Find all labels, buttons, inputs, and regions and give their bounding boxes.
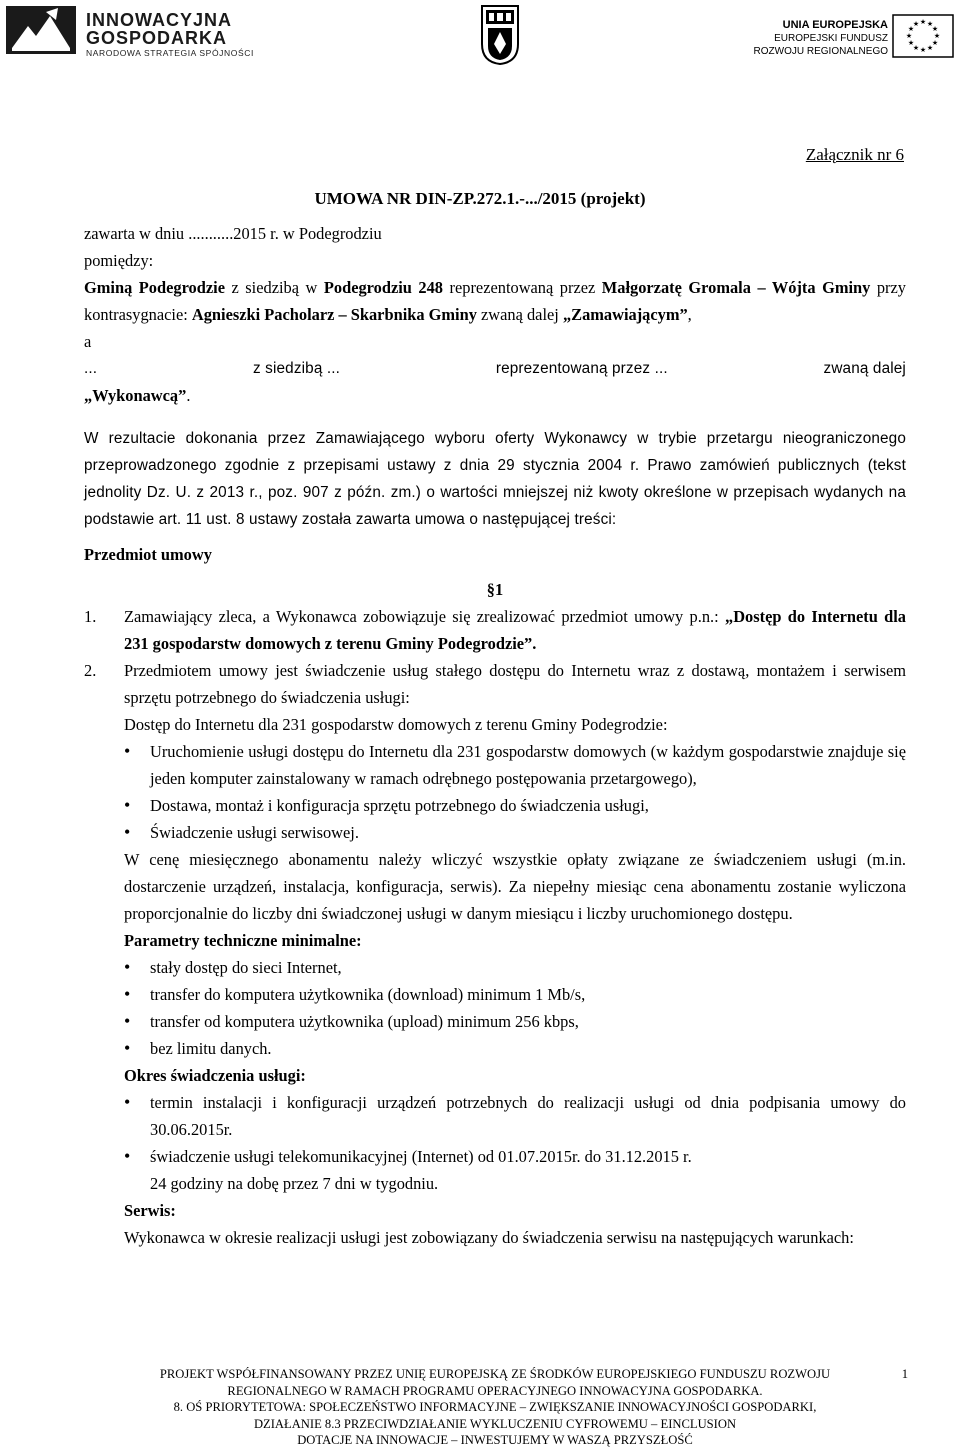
service-text: Wykonawca w okresie realizacji usługi jest zobowiązany do świadczenia serwisu na następujących warunkach:	[124, 1228, 854, 1247]
party2-dots: ...	[84, 360, 98, 377]
gmina-crest-icon	[480, 4, 520, 66]
svg-text:★: ★	[919, 18, 927, 26]
footer-line4: DZIAŁANIE 8.3 PRZECIWDZIAŁANIE WYKLUCZENIU CYFROWEMU – EINCLUSION	[253, 1416, 737, 1431]
party1-text4: zwaną dalej	[476, 305, 563, 324]
item-1	[84, 603, 906, 657]
list-item: • bez limitu danych.	[124, 1035, 906, 1062]
party2-called: zwaną dalej	[823, 360, 906, 377]
svg-text:★: ★	[912, 44, 920, 52]
party1-name: Gminą Podegrodzie	[84, 278, 225, 297]
period-list	[124, 1089, 906, 1170]
party1-paragraph	[84, 274, 906, 328]
list-item: • transfer do komputera użytkownika (download) minimum 1 Mb/s,	[124, 981, 906, 1008]
item-1-number: 1.	[84, 607, 97, 626]
innowacyjna-gospodarka-icon	[6, 6, 76, 54]
logo-right-line3: ROZWOJU REGIONALNEGO	[753, 46, 888, 57]
contract-title: UMOWA NR DIN-ZP.272.1.-.../2015 (projekt)	[314, 189, 646, 208]
logo-left-line2: GOSPODARKA	[86, 28, 228, 48]
footer-line1: PROJEKT WSPÓŁFINANSOWANY PRZEZ UNIĘ EUROPEJSKĄ ZE ŚRODKÓW EUROPEJSKIEGO FUNDUSZU ROZWOJU	[159, 1367, 831, 1381]
party1-text1: z siedzibą w	[224, 278, 324, 297]
section-title: Przedmiot umowy	[84, 545, 212, 564]
params-list	[124, 954, 906, 1062]
between-line: pomiędzy:	[84, 251, 154, 270]
logo-right-line1: UNIA EUROPEJSKA	[782, 19, 888, 31]
party2-role-line	[84, 382, 906, 409]
list-item: • Uruchomienie usługi dostępu do Internetu dla 231 gospodarstw domowych (w każdym gospodarstwie znajduje się jeden komputer zainstalowany w ramach odrębnego postępowania przetargowego),	[124, 738, 906, 792]
party1-seat: Podegrodziu 248	[323, 278, 444, 297]
paragraph-sign: §1	[486, 580, 504, 599]
price-note: W cenę miesięcznego abonamentu należy wliczyć wszystkie opłaty związane ze świadczeniem usługi (m.in. dostarczenie urządzeń, instalacja, konfiguracja, serwis). Za niepełny miesiąc cena abonamentu zostanie wyliczona proporcjonalnie do liczby dni świadczonej usługi w danym miesiącu i liczby uruchomionego dostępu.	[124, 850, 906, 923]
footer-line3: 8. OŚ PRIORYTETOWA: SPOŁECZEŃSTWO INFORMACYJNE – ZWIĘKSZANIE INNOWACYJNOŚCI GOSPODARKI,	[173, 1400, 817, 1415]
list-item: • Dostawa, montaż i konfiguracja sprzętu potrzebnego do świadczenia usługi,	[124, 792, 906, 819]
party1-text3: przy kontrasygnacie:	[84, 278, 906, 324]
list-item: • stały dostęp do sieci Internet,	[124, 954, 906, 981]
svg-text:★: ★	[926, 44, 934, 52]
item-1-bold: „Dostęp do Internetu dla 231 gospodarstw domowych z terenu Gminy Podegrodzie”.	[124, 607, 906, 653]
page-footer	[84, 1366, 906, 1449]
scope-list	[124, 738, 906, 846]
item-1-text: Zamawiający zleca, a Wykonawca zobowiązuje się zrealizować przedmiot umowy p.n.:	[124, 607, 725, 626]
item-2-sub: Dostęp do Internetu dla 231 gospodarstw domowych z terenu Gminy Podegrodzie:	[124, 715, 668, 734]
and-line: a	[84, 332, 92, 351]
svg-text:★: ★	[919, 46, 927, 54]
svg-text:★: ★	[907, 39, 915, 47]
eu-logo	[728, 8, 956, 68]
concluded-line: zawarta w dniu ...........2015 r. w Podegrodziu	[84, 224, 382, 243]
party1-cosign: Agnieszki Pacholarz – Skarbnika Gminy	[191, 305, 477, 324]
party1-text5: ,	[687, 305, 692, 324]
list-item: • termin instalacji i konfiguracji urządzeń potrzebnych do realizacji usługi od dnia podpisania umowy do 30.06.2015r.	[124, 1089, 906, 1143]
params-title: Parametry techniczne minimalne:	[124, 931, 362, 950]
page-number: 1	[901, 1367, 908, 1381]
svg-text:★: ★	[912, 20, 920, 28]
item-2	[84, 657, 906, 711]
party1-representative: Małgorzatę Gromala – Wójta Gminy	[601, 278, 871, 297]
list-item: • świadczenie usługi telekomunikacyjnej (Internet) od 01.07.2015r. do 31.12.2015 r.	[124, 1143, 906, 1170]
party1-role: „Zamawiającym”	[562, 305, 688, 324]
logo-right-line2: EUROPEJSKI FUNDUSZ	[774, 33, 888, 44]
logo-left-line3: NARODOWA STRATEGIA SPÓJNOŚCI	[86, 48, 254, 58]
preamble: W rezultacie dokonania przez Zamawiającego wyboru oferty Wykonawcy w trybie przetargu nieograniczonego przeprowadzonego zgodnie z przepisami ustawy z dnia 29 stycznia 2004 r. Prawo zamówień publicznych (tekst jednolity Dz. U. z 2013 r., poz. 907 z późn. zm.) o wartości mniejszej niż kwoty określone w przepisach wydanych na podstawie art. 11 ust. 8 ustawy została zawarta umowa o następującej treści:	[84, 430, 906, 528]
footer-line2: REGIONALNEGO W RAMACH PROGRAMU OPERACYJNEGO INNOWACYJNA GOSPODARKA.	[227, 1383, 763, 1398]
svg-text:★: ★	[931, 25, 939, 33]
logo-left-line1: INNOWACYJNA	[86, 10, 233, 30]
item-2-details	[124, 711, 906, 1251]
party2-end: .	[186, 386, 191, 405]
annex-label: Załącznik nr 6	[805, 145, 904, 164]
list-item: • transfer od komputera użytkownika (upload) minimum 256 kbps,	[124, 1008, 906, 1035]
item-2-text: Przedmiotem umowy jest świadczenie usług stałego dostępu do Internetu wraz z dostawą, montażem i serwisem sprzętu potrzebnego do świadczenia usługi:	[124, 661, 906, 707]
party2-representative: reprezentowaną przez ...	[495, 360, 668, 377]
svg-text:★: ★	[933, 32, 941, 40]
period-title: Okres świadczenia usługi:	[124, 1066, 306, 1085]
party2-role: „Wykonawcą”	[84, 386, 187, 405]
list-item: • Świadczenie usługi serwisowej.	[124, 819, 906, 846]
party2-line	[84, 355, 906, 382]
svg-text:★: ★	[926, 20, 934, 28]
period-extra: 24 godziny na dobę przez 7 dni w tygodniu.	[150, 1174, 439, 1193]
footer-line5: DOTACJE NA INNOWACJE – INWESTUJEMY W WASZĄ PRZYSZŁOŚĆ	[297, 1433, 693, 1448]
eu-flag-icon	[892, 14, 954, 58]
party1-text2: reprezentowaną przez	[443, 278, 602, 297]
svg-text:★: ★	[931, 39, 939, 47]
contract-body	[84, 220, 906, 1251]
item-2-number: 2.	[84, 661, 97, 680]
service-title: Serwis:	[124, 1201, 176, 1220]
svg-text:★: ★	[907, 25, 915, 33]
header-logos	[0, 0, 960, 80]
innowacyjna-gospodarka-logo	[6, 6, 256, 58]
party2-seat: z siedzibą ...	[252, 360, 341, 377]
svg-text:★: ★	[905, 32, 913, 40]
